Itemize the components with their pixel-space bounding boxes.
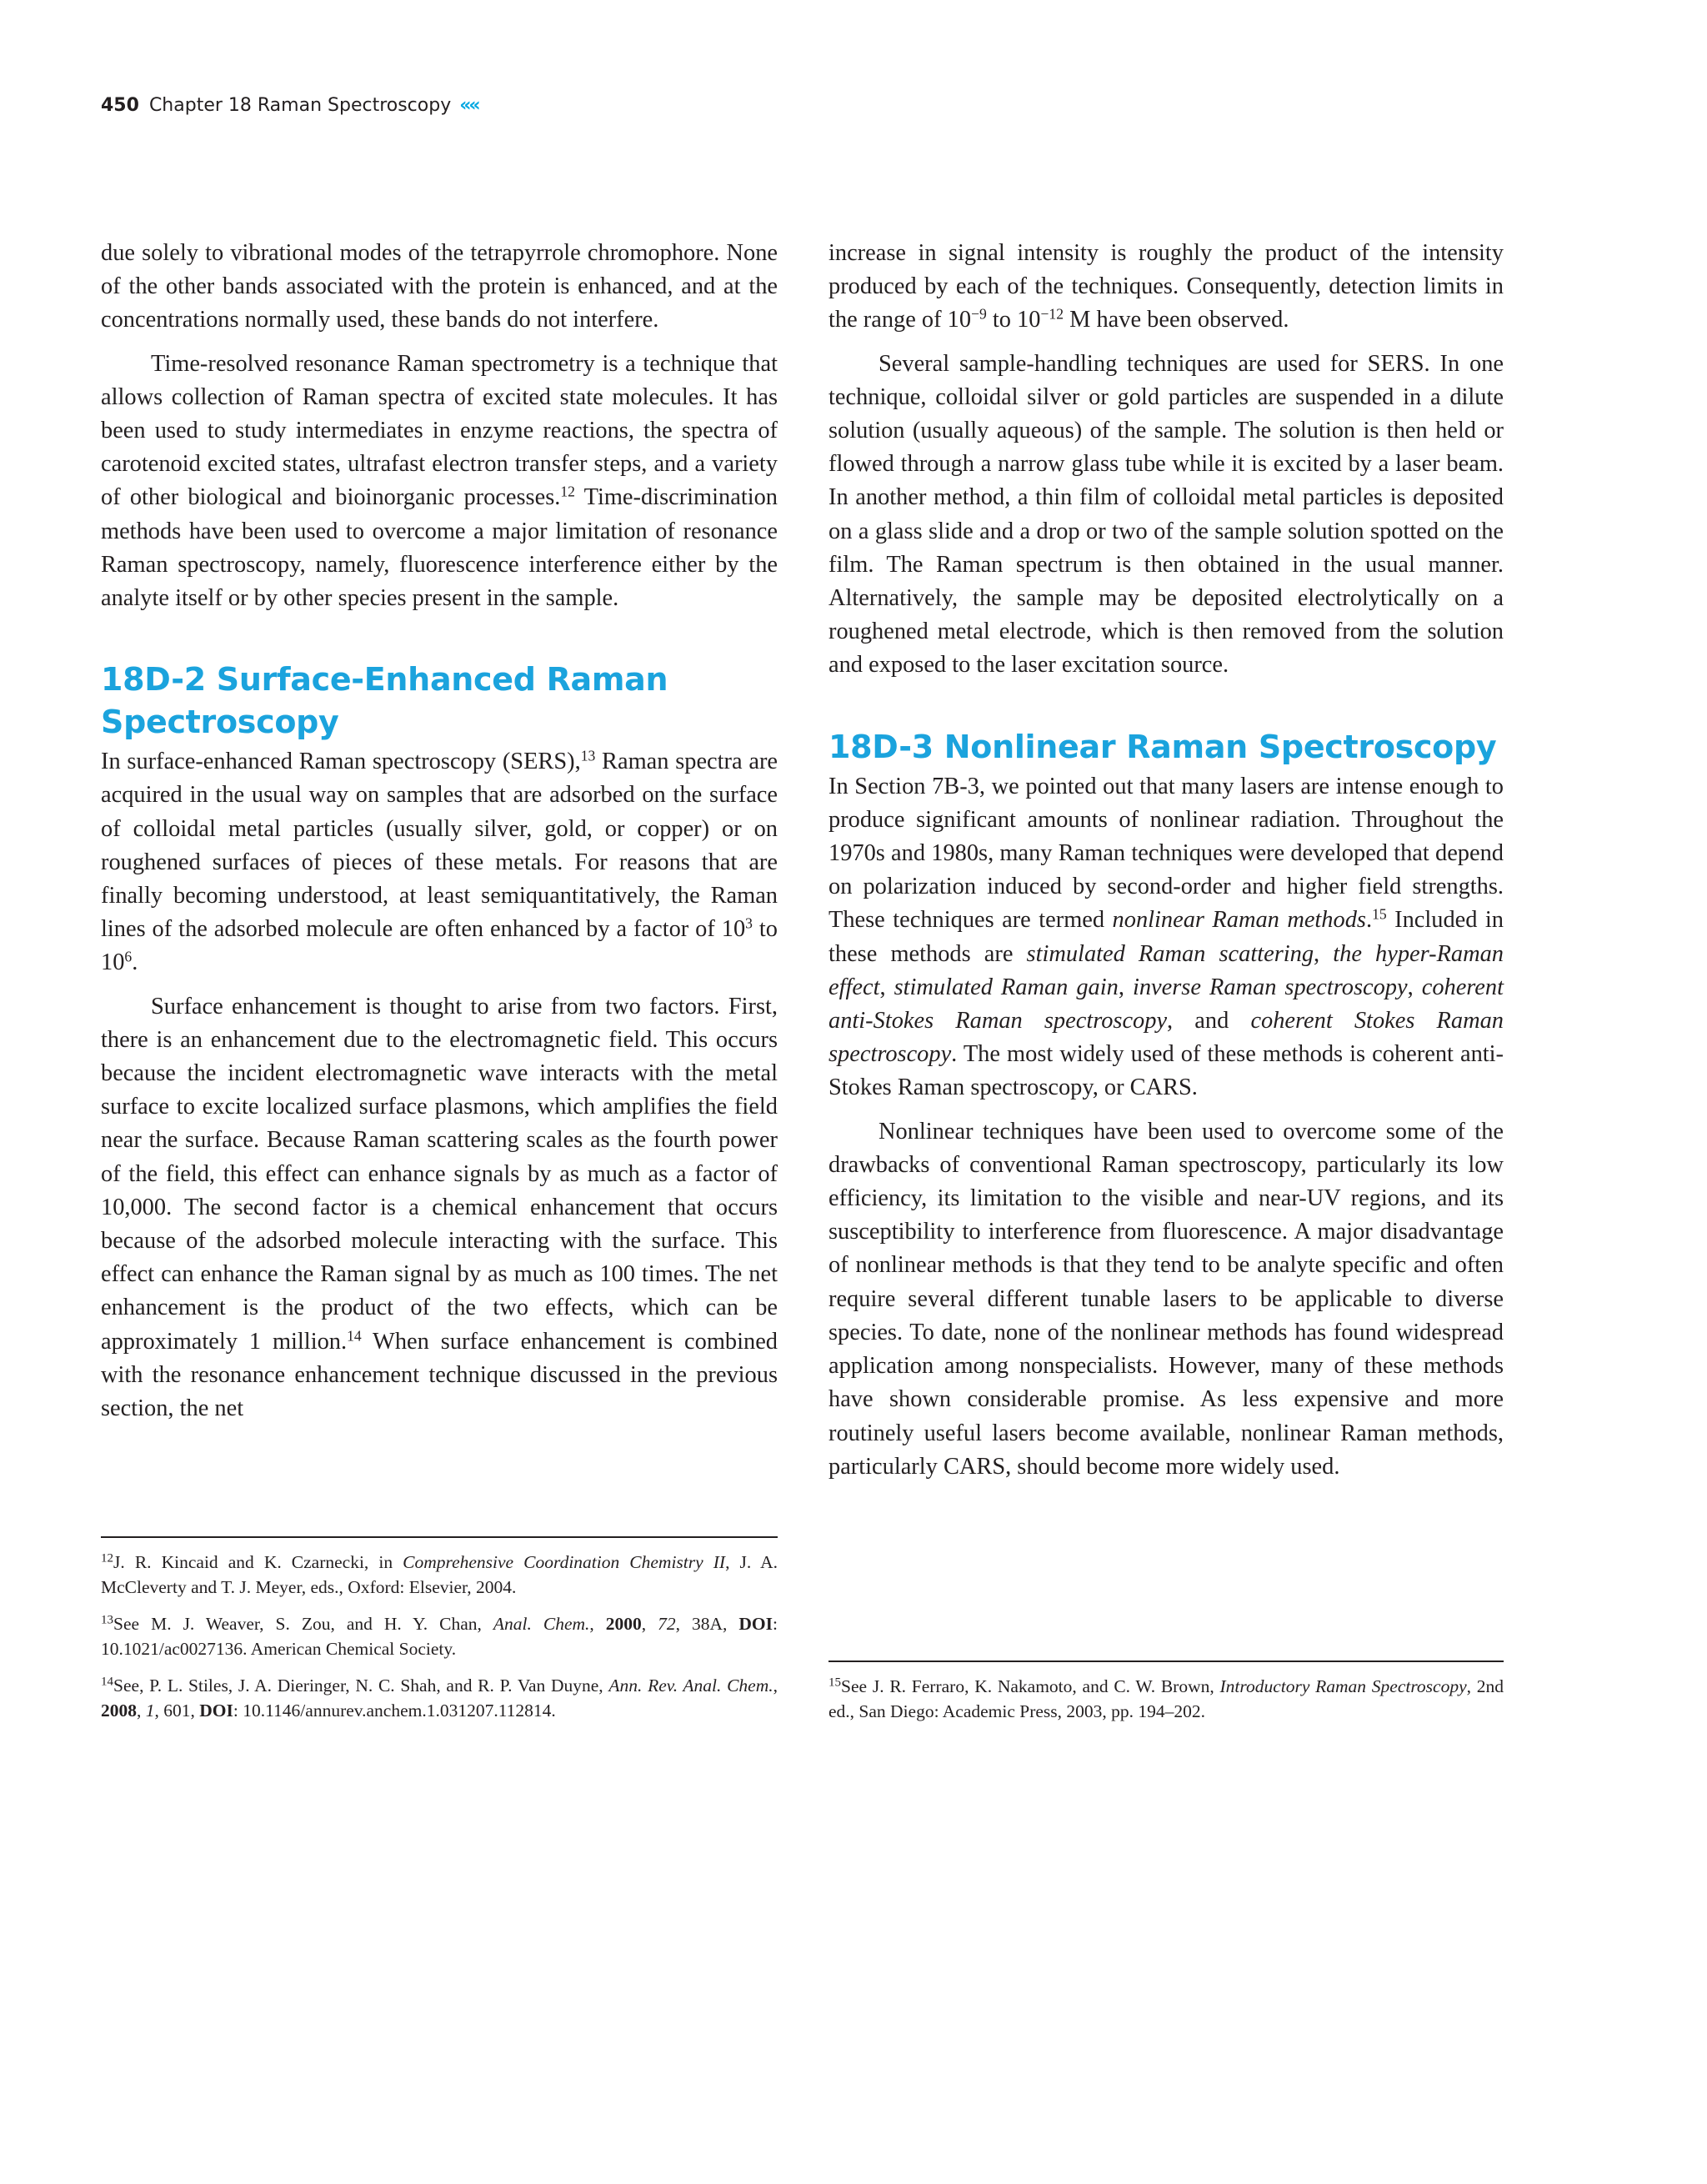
text-run: See, P. L. Stiles, J. A. Dieringer, N. C. Shah, and R. P. Van Duyne, [113,1676,609,1696]
text-run: . [132,949,138,976]
doi-label: DOI [738,1614,773,1634]
reference-marker[interactable]: 15 [1372,905,1387,923]
text-run: , [879,974,894,1000]
italic-term: coherent Stokes Raman spectroscopy [828,1008,1504,1068]
text-run: , 38A, [675,1614,739,1634]
exponent: −9 [971,305,987,323]
text-run: . [1365,907,1373,934]
text-run: , and [1167,1008,1251,1034]
italic-term: stimulated Raman scattering [1026,940,1314,967]
paragraph [101,990,778,1426]
text-run: In Section 7B-3, we pointed out that many lasers are intense enough to produce significant amounts of nonlinear radiation. Throughout the 1970s and 1980s, many Raman techniques were developed that depend on polarization induced by second-order and higher field strengths. These techniques are termed [828,773,1504,934]
exponent: −12 [1040,305,1064,323]
text-run: Included in these methods are [828,907,1504,967]
chapter-title: Chapter 18 Raman Spectroscopy [148,95,452,116]
footnote-rule [101,1536,778,1538]
text-run: When surface enhancement is combined with the resonance enhancement technique discussed in the previous section, the net [101,1328,778,1422]
text-run: , [589,1614,606,1634]
footnote-13 [101,1611,778,1661]
volume: 1 [145,1701,155,1721]
footnote-number: 15 [828,1676,842,1690]
italic-term: coherent anti-Stokes Raman spectroscopy [828,974,1504,1034]
section-heading: 18D-3 Nonlinear Raman Spectroscopy [828,728,1497,765]
paragraph [828,770,1504,1105]
text-run: J. R. Kincaid and K. Czarnecki, in [113,1552,403,1572]
text-run: , [641,1614,658,1634]
text-run: : 10.1146/annurev.anchem.1.031207.112814. [233,1701,556,1721]
text-run: Time-discrimination methods have been used to overcome a major limitation of resonance Raman spectroscopy, namely, fluorescence interference either by the analyte itself or by other species present in the sample. [101,484,778,612]
footnote-rule [828,1661,1504,1662]
paragraph [101,745,778,979]
left-column [101,237,778,1425]
italic-term: the hyper-Raman effect [828,940,1504,1000]
text-run: , 2nd ed., San Diego: Academic Press, 2003, pp. 194–202. [828,1676,1504,1721]
text-run: See M. J. Weaver, S. Zou, and H. Y. Chan, [113,1614,493,1634]
text-run: to 10 [101,916,778,976]
footnotes-right [828,1661,1504,1724]
right-column [828,237,1504,1484]
text-run: , [1314,940,1334,967]
section-heading: 18D-2 Surface-Enhanced Raman Spectroscopy [101,661,668,741]
text-run: , J. A. McCleverty and T. J. Meyer, eds., Oxford: Elsevier, 2004. [101,1552,778,1597]
doi-label: DOI [199,1701,233,1721]
paragraph [101,348,778,616]
italic-term: nonlinear Raman methods [1112,907,1366,934]
footnotes-left [101,1536,778,1723]
year: 2008 [101,1701,137,1721]
reference-marker[interactable]: 14 [347,1327,362,1345]
text-run: , [137,1701,146,1721]
book-title: Introductory Raman Spectroscopy [1219,1676,1467,1696]
text-run: : 10.1021/ac0027136. American Chemical Society. [101,1614,778,1659]
volume: 72 [658,1614,676,1634]
paragraph [828,237,1504,338]
paragraph: Several sample-handling techniques are used for SERS. In one technique, colloidal silver or gold particles are suspended in a dilute solution (usually aqueous) of the sample. The solution is then held or flowed through a narrow glass tube while it is excited by a laser beam. In another method, a thin film of colloidal metal particles is deposited on a glass slide and a drop or two of the sample solution spotted on the film. The Raman spectrum is then obtained in the usual manner. Alternatively, the sample may be deposited electrolytically on a roughened metal electrode, which is then removed from the solution and exposed to the laser excitation source. [828,350,1504,679]
footnote-number: 13 [101,1613,114,1627]
chevron-left-icon: «« [459,95,478,116]
exponent: 6 [124,948,133,965]
running-head [101,95,478,116]
journal-title: Ann. Rev. Anal. Chem. [608,1676,773,1696]
journal-title: Anal. Chem. [493,1614,590,1634]
footnote-number: 12 [101,1551,114,1565]
text-run: Raman spectra are acquired in the usual way on samples that are adsorbed on the surface of colloidal metal particles (usually silver, gold, or copper) or on roughened surfaces of pieces of these metals. For reasons that are finally becoming understood, at least semiquantitatively, the Raman lines of the adsorbed molecule are often enhanced by a factor of 10 [101,749,778,943]
text-run: , 601, [154,1701,200,1721]
footnote-15 [828,1674,1504,1724]
footnote-14 [101,1673,778,1723]
text-run: Time-resolved resonance Raman spectrometry is a technique that allows collection of Raman spectra of excited state molecules. It has been used to study intermediates in enzyme reactions, the spectra of carotenoid excited states, ultrafast electron transfer steps, and a variety of other biological and bioinorganic processes. [101,350,778,511]
text-run: , [773,1676,778,1696]
paragraph: Nonlinear techniques have been used to overcome some of the drawbacks of conventional Raman spectroscopy, particularly its low efficiency, its limitation to the visible and near-UV regions, and its susceptibility to interference from fluorescence. A major disadvantage of nonlinear methods is that they tend to be analyte specific and often require several different tunable lasers to be applicable to diverse species. To date, none of the nonlinear methods has found widespread application among nonspecialists. However, many of these methods have shown considerable promise. As less expensive and more routinely useful lasers become available, nonlinear Raman methods, particularly CARS, should become more widely used. [828,1118,1504,1480]
italic-term: stimulated Raman gain [894,974,1119,1000]
text-run: , [1118,974,1133,1000]
italic-term: inverse Raman spectroscopy [1132,974,1408,1000]
reference-marker[interactable]: 13 [580,747,596,764]
text-run: See J. R. Ferraro, K. Nakamoto, and C. W. Brown, [841,1676,1220,1696]
page-number: 450 [101,95,139,116]
year: 2000 [605,1614,642,1634]
text-run: , [1407,974,1422,1000]
paragraph: due solely to vibrational modes of the tetrapyrrole chromophore. None of the other bands associated with the protein is enhanced, and at the concentrations normally used, these bands do not interfere. [101,240,778,333]
footnote-number: 14 [101,1675,114,1689]
text-run: . The most widely used of these methods is coherent anti-Stokes Raman spectroscopy, or CARS. [828,1041,1504,1101]
text-run: Surface enhancement is thought to arise from two factors. First, there is an enhancement due to the electromagnetic field. This occurs because the incident electromagnetic wave interacts with the metal surface to excite localized surface plasmons, which amplifies the field near the surface. Because Raman scattering scales as the fourth power of the field, this effect can enhance signals by as much as a factor of 10,000. The second factor is a chemical enhancement that occurs because of the adsorbed molecule interacting with the surface. This effect can enhance the Raman signal by as much as 100 times. The net enhancement is the product of the two effects, which can be approximately 1 million. [101,993,778,1355]
text-run: increase in signal intensity is roughly the product of the intensity produced by each of the techniques. Consequently, detection limits in the range of 10 [828,240,1504,333]
footnote-12 [101,1550,778,1600]
reference-marker[interactable]: 12 [560,483,575,500]
book-title: Comprehensive Coordination Chemistry II [403,1552,726,1572]
exponent: 3 [745,914,753,932]
text-run: to 10 [986,307,1041,333]
text-run: In surface-enhanced Raman spectroscopy (SERS), [101,749,581,775]
text-run: M have been observed. [1064,307,1289,333]
